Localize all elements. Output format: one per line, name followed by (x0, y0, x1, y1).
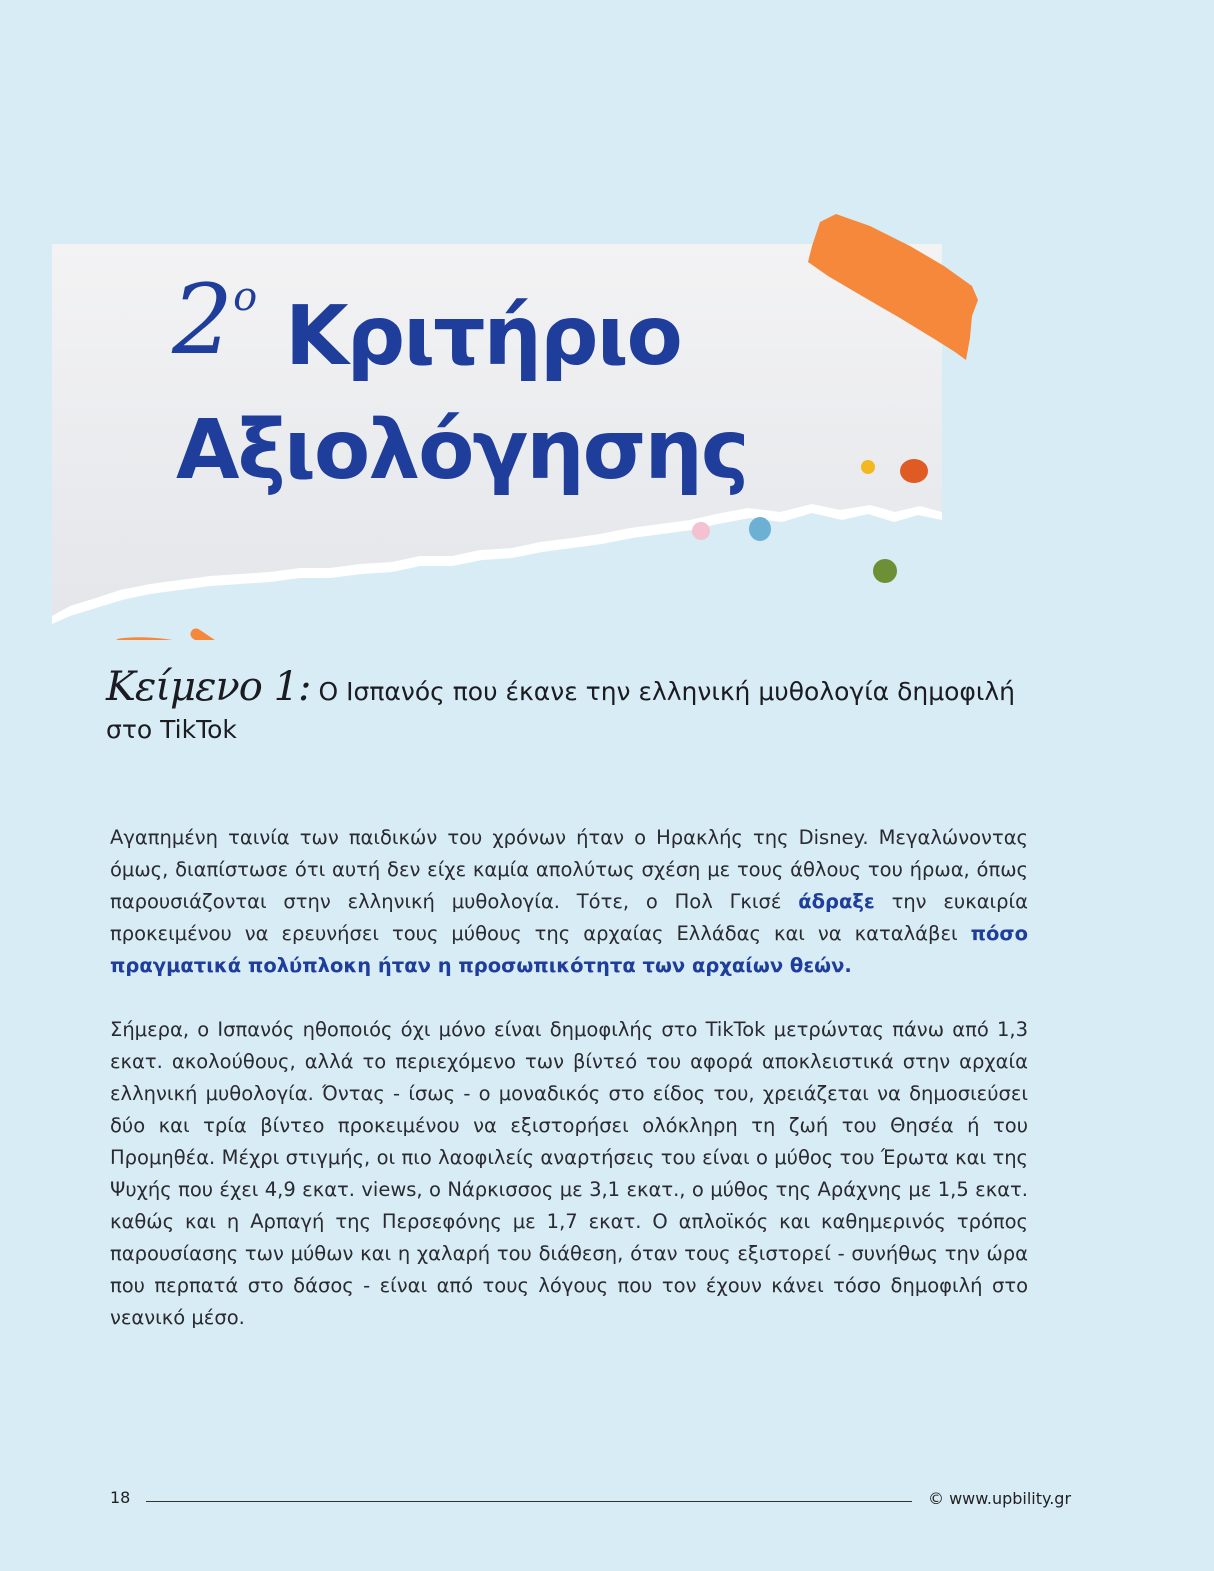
green-dot (873, 559, 897, 583)
page-title-line-2: Αξιολόγησης (176, 403, 748, 498)
paragraph-2: Σήμερα, ο Ισπανός ηθοποιός όχι μόνο είναι δημοφιλής στο TikTok μετρώντας πάνω από 1,3 εκατ. ακολούθους, αλλά το περιεχόμενο των βίντεό του αφορά αποκλειστικά στην αρχαία ελληνική μυθολογία. Όντας - ίσως - ο μοναδικός στο είδος του, χρειάζεται να δημοσιεύσει δύο και τρία βίντεο προκειμένου να εξιστορήσει ολόκληρη τη ζωή του Θησέα ή του Προμηθέα. Μέχρι στιγμής, οι πιο λαοφιλείς αναρτήσεις του είναι ο μύθος του Έρωτα και της Ψυχής που έχει 4,9 εκατ. views, ο Νάρκισσος με 3,1 εκατ., ο μύθος της Αράχνης με 1,5 εκατ. καθώς και η Αρπαγή της Περσεφόνης με 1,7 εκατ. Ο απλοϊκός και καθημερινός τρόπος παρουσίασης των μύθων και η χαλαρή του διάθεση, όταν τους εξιστορεί - συνήθως την ώρα που περπατά στο δάσος - είναι από τους λόγους που τον έχουν κάνει τόσο δημοφιλή στο νεανικό μέσο. (110, 1018, 1028, 1329)
title-ordinal (172, 264, 258, 376)
page-title-line-1: Κριτήριο (285, 289, 681, 384)
footer-divider (146, 1501, 912, 1502)
red-dot (900, 459, 928, 483)
text-title: Ο Ισπανός που έκανε την ελληνική μυθολογία δημοφιλή στο TikTok (106, 677, 1016, 744)
pink-dot (692, 522, 710, 540)
paragraph-1-part-2: την ευκαιρία προκειμένου να ερευνήσει τους μύθους της αρχαίας Ελλάδας και να καταλάβει (110, 890, 1028, 945)
text-heading (106, 664, 1036, 749)
title-ordinal-superscript: ο (233, 274, 258, 320)
footer-website: © www.upbility.gr (928, 1489, 1072, 1508)
highlight-phrase: πόσο πραγματικά πολύπλοκη ήταν η προσωπικότητα των αρχαίων θεών. (110, 922, 1028, 977)
title-ordinal-number: 2 (172, 264, 234, 376)
text-label: Κείμενο 1: (106, 664, 311, 710)
orange-arrow (120, 634, 226, 640)
yellow-dot (861, 460, 875, 474)
blue-dot (749, 517, 771, 541)
paragraph-1-part-1: Αγαπημένη ταινία των παιδικών του χρόνων ήταν ο Ηρακλής της Disney. Μεγαλώνοντας όμως, διαπίστωσε ότι αυτή δεν είχε καμία απολύτως σχέση με τους άθλους του ήρωα, όπως παρουσιάζονται στην ελληνική μυθολογία. Τότε, ο Πολ Γκισέ (110, 826, 1028, 913)
highlight-word: άδραξε (798, 890, 875, 913)
page-number: 18 (110, 1488, 131, 1507)
paragraph-1 (110, 822, 1028, 982)
